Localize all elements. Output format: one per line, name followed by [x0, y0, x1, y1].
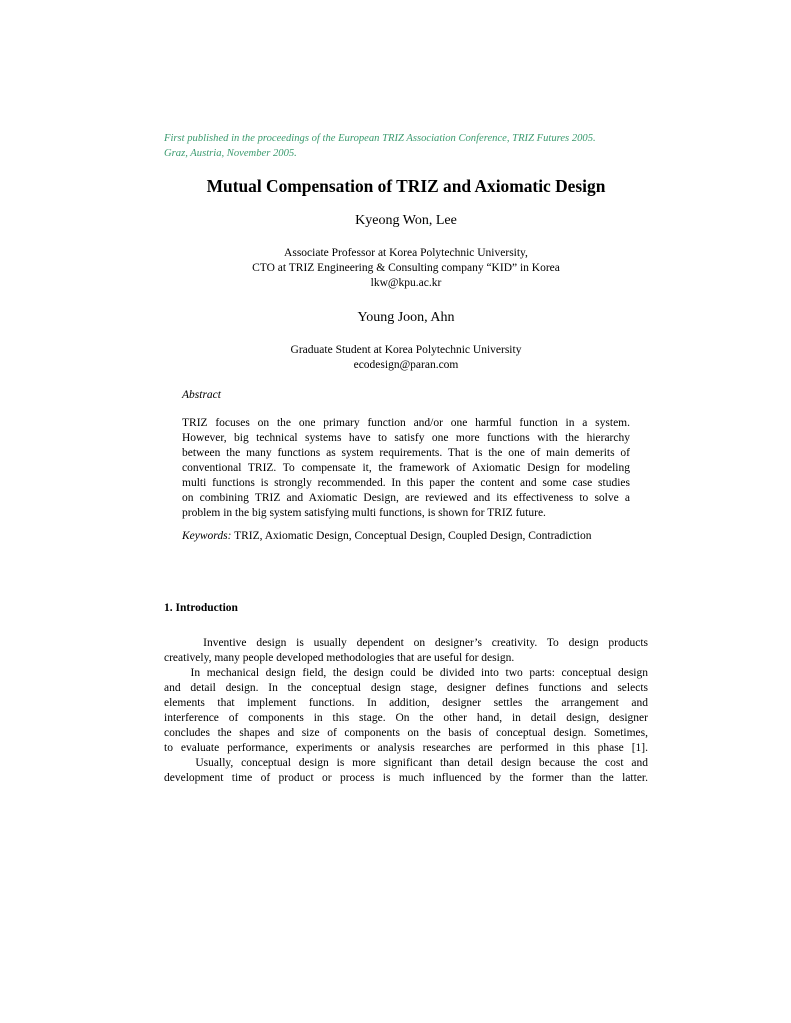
author-email: ecodesign@paran.com [353, 359, 459, 371]
abstract-line: conventional TRIZ. To compensate it, the framework of Axiomatic Design for modeling [182, 462, 630, 474]
body-line: concludes the shapes and size of components on the basis of conceptual design. Sometimes, [164, 727, 648, 739]
abstract-line: However, big technical systems have to satisfy one more functions with the hierarchy [182, 432, 630, 444]
author-name: Kyeong Won, Lee [355, 213, 457, 228]
author-name: Young Joon, Ahn [357, 310, 455, 325]
body-line: creatively, many people developed methodologies that are useful for design. [164, 652, 515, 664]
section-heading: 1. Introduction [164, 602, 238, 614]
body-line: interference of components in this stage. On the other hand, in detail design, designer [164, 712, 648, 724]
body-line: Inventive design is usually dependent on designer’s creativity. To design products [164, 637, 648, 649]
body-line: Usually, conceptual design is more significant than detail design because the cost and [164, 757, 648, 769]
abstract-line: TRIZ focuses on the one primary function and/or one harmful function in a system. [182, 417, 630, 429]
abstract-line: on combining TRIZ and Axiomatic Design, are reviewed and its effectiveness to solve a [182, 492, 630, 504]
author-affiliation [0, 343, 791, 373]
author-email: lkw@kpu.ac.kr [370, 277, 442, 289]
keywords-text: TRIZ, Axiomatic Design, Conceptual Design, Coupled Design, Contradiction [231, 530, 592, 542]
keywords-label: Keywords: [182, 530, 232, 542]
publication-note-line: First published in the proceedings of the European TRIZ Association Conference, TRIZ Futures 2005. [164, 133, 596, 144]
body-line: In mechanical design field, the design could be divided into two parts: conceptual design [164, 667, 648, 679]
keywords [182, 529, 591, 544]
affiliation-line: Graduate Student at Korea Polytechnic University [290, 344, 522, 356]
body-line: development time of product or process is much influenced by the former than the latter. [164, 772, 648, 784]
body-line: and detail design. In the conceptual design stage, designer defines functions and selects [164, 682, 648, 694]
affiliation-line: Associate Professor at Korea Polytechnic University, [284, 247, 528, 259]
abstract-label: Abstract [182, 389, 221, 401]
abstract-text [182, 416, 630, 521]
abstract-line: multi functions is strongly recommended. In this paper the content and some case studies [182, 477, 630, 489]
body-line: elements that implement functions. In addition, designer settles the arrangement and [164, 697, 648, 709]
abstract-line: between the many functions as system requirements. That is the one of main demerits of [182, 447, 630, 459]
section-body [164, 636, 648, 786]
abstract-line: problem in the big system satisfying multi functions, is shown for TRIZ future. [182, 507, 546, 519]
affiliation-line: CTO at TRIZ Engineering & Consulting company “KID” in Korea [252, 262, 560, 274]
paper-title: Mutual Compensation of TRIZ and Axiomatic Design [206, 176, 606, 196]
publication-note-line: Graz, Austria, November 2005. [164, 148, 297, 159]
body-line: to evaluate performance, experiments or analysis researches are performed in this phase [1]. [164, 742, 648, 754]
author-affiliation [0, 246, 791, 291]
publication-note [164, 131, 654, 161]
